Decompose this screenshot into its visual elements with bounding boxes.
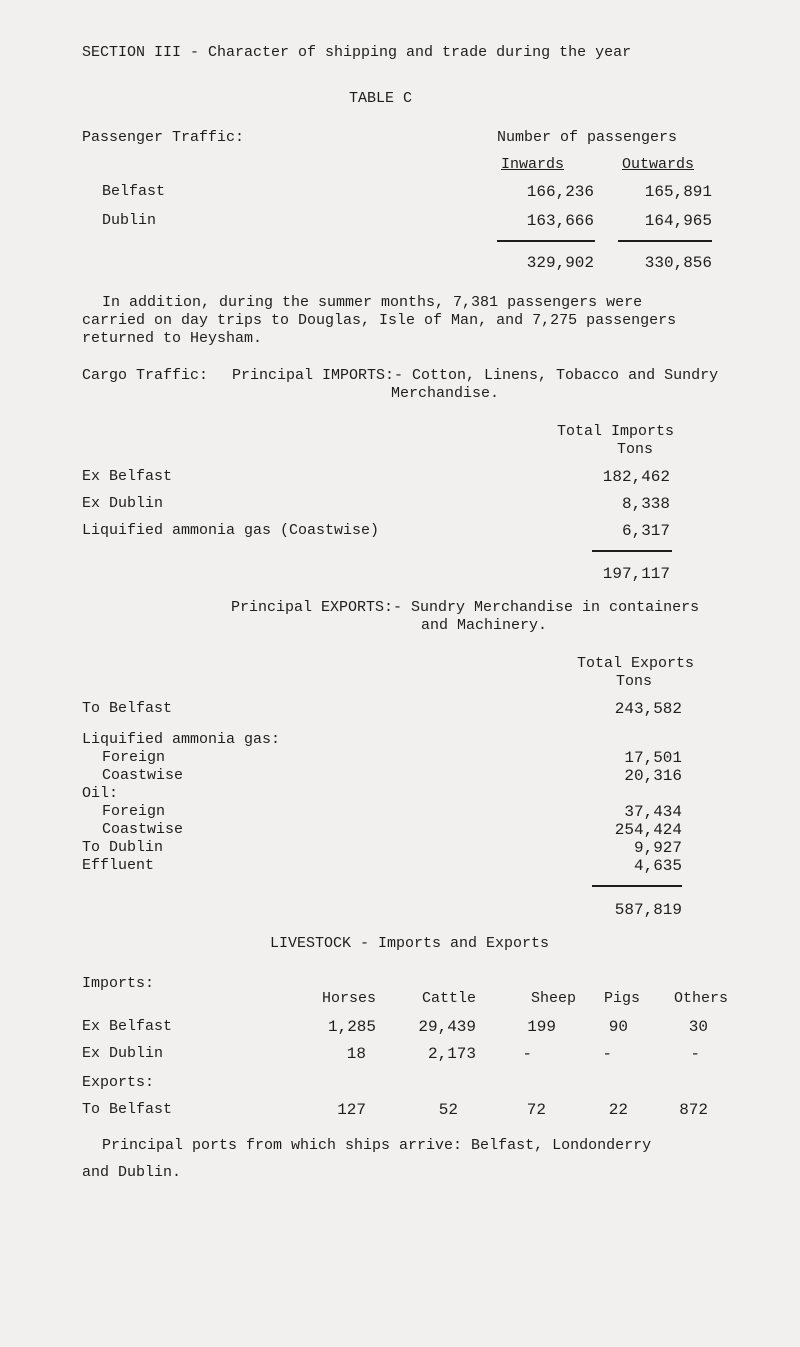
passenger-row-label: Dublin (102, 212, 157, 229)
exports-description: and Machinery. (421, 617, 548, 634)
exports-row-label: Foreign (102, 803, 166, 820)
exports-row-value: 243,582 (614, 700, 682, 718)
exports-row-label: Foreign (102, 749, 166, 766)
livestock-cell: - (690, 1045, 700, 1063)
livestock-cell: 18 (346, 1045, 366, 1063)
imports-row-label: Ex Belfast (82, 468, 173, 485)
passenger-inwards-value: 166,236 (526, 183, 594, 201)
exports-row-value: 4,635 (633, 857, 682, 875)
imports-row-value: 6,317 (621, 522, 670, 540)
passenger-total-outwards: 330,856 (644, 254, 712, 272)
principal-ports-note: and Dublin. (82, 1164, 182, 1181)
exports-group-label: Oil: (82, 785, 119, 802)
passenger-number-heading: Number of passengers (497, 129, 678, 146)
cargo-heading: Cargo Traffic: (82, 367, 209, 384)
imports-row-label: Ex Dublin (82, 495, 164, 512)
passenger-heading: Passenger Traffic: (82, 129, 245, 146)
passenger-note: In addition, during the summer months, 7,381 passengers were (102, 294, 643, 311)
livestock-cell: 90 (608, 1018, 628, 1036)
exports-row-label: Effluent (82, 857, 155, 874)
exports-row-label: Coastwise (102, 821, 184, 838)
total-rule (618, 240, 712, 242)
imports-row-value: 182,462 (602, 468, 670, 486)
exports-row-value: 37,434 (624, 803, 682, 821)
imports-row-label: Liquified ammonia gas (Coastwise) (82, 522, 380, 539)
imports-description: Principal IMPORTS:- Cotton, Linens, Tobacco and Sundry (232, 367, 719, 384)
passenger-note: carried on day trips to Douglas, Isle of Man, and 7,275 passengers (82, 312, 677, 329)
imports-column-heading: Total Imports (557, 423, 675, 440)
livestock-cell: 199 (527, 1018, 556, 1036)
passenger-inwards-value: 163,666 (526, 212, 594, 230)
livestock-cell: 2,173 (427, 1045, 476, 1063)
imports-description: Merchandise. (391, 385, 500, 402)
livestock-cell: 1,285 (327, 1018, 376, 1036)
section-title: SECTION III - Character of shipping and trade during the year (82, 44, 632, 61)
livestock-imports-label: Imports: (82, 975, 155, 992)
exports-column-unit: Tons (616, 673, 653, 690)
exports-group-label: Liquified ammonia gas: (82, 731, 281, 748)
passenger-outwards-value: 165,891 (644, 183, 712, 201)
exports-total-rule (592, 885, 682, 887)
livestock-cell: - (522, 1045, 532, 1063)
livestock-cell: 29,439 (418, 1018, 476, 1036)
exports-row-value: 254,424 (614, 821, 682, 839)
livestock-column-header: Cattle (421, 990, 476, 1007)
livestock-row-label: Ex Belfast (82, 1018, 173, 1035)
livestock-cell: 72 (526, 1101, 546, 1119)
exports-row-value: 17,501 (624, 749, 682, 767)
exports-total: 587,819 (614, 901, 682, 919)
livestock-cell: 30 (688, 1018, 708, 1036)
exports-row-label: Coastwise (102, 767, 184, 784)
imports-row-value: 8,338 (621, 495, 670, 513)
exports-row-value: 20,316 (624, 767, 682, 785)
exports-row-label: To Belfast (82, 700, 173, 717)
passenger-note: returned to Heysham. (82, 330, 263, 347)
livestock-exports-label: Exports: (82, 1074, 155, 1091)
livestock-cell: 872 (679, 1101, 708, 1119)
exports-row-value: 9,927 (633, 839, 682, 857)
imports-column-unit: Tons (617, 441, 654, 458)
livestock-column-header: Pigs (603, 990, 640, 1007)
livestock-row-label: Ex Dublin (82, 1045, 164, 1062)
total-rule (497, 240, 595, 242)
exports-description: Principal EXPORTS:- Sundry Merchandise in containers (231, 599, 700, 616)
livestock-cell: 127 (337, 1101, 366, 1119)
livestock-cell: 22 (608, 1101, 628, 1119)
livestock-column-header: Horses (321, 990, 376, 1007)
col-outwards: Outwards (622, 156, 695, 173)
passenger-total-inwards: 329,902 (526, 254, 594, 272)
livestock-column-header: Others (673, 990, 728, 1007)
imports-total-rule (592, 550, 672, 552)
passenger-row-label: Belfast (102, 183, 166, 200)
exports-column-heading: Total Exports (577, 655, 695, 672)
livestock-column-header: Sheep (530, 990, 576, 1007)
livestock-row-label: To Belfast (82, 1101, 173, 1118)
principal-ports-note: Principal ports from which ships arrive: Belfast, Londonderry (102, 1137, 652, 1154)
exports-row-label: To Dublin (82, 839, 164, 856)
livestock-cell: - (602, 1045, 612, 1063)
livestock-heading: LIVESTOCK - Imports and Exports (270, 935, 550, 952)
livestock-cell: 52 (438, 1101, 458, 1119)
imports-total: 197,117 (602, 565, 670, 583)
table-label: TABLE C (349, 90, 413, 107)
passenger-outwards-value: 164,965 (644, 212, 712, 230)
col-inwards: Inwards (501, 156, 565, 173)
